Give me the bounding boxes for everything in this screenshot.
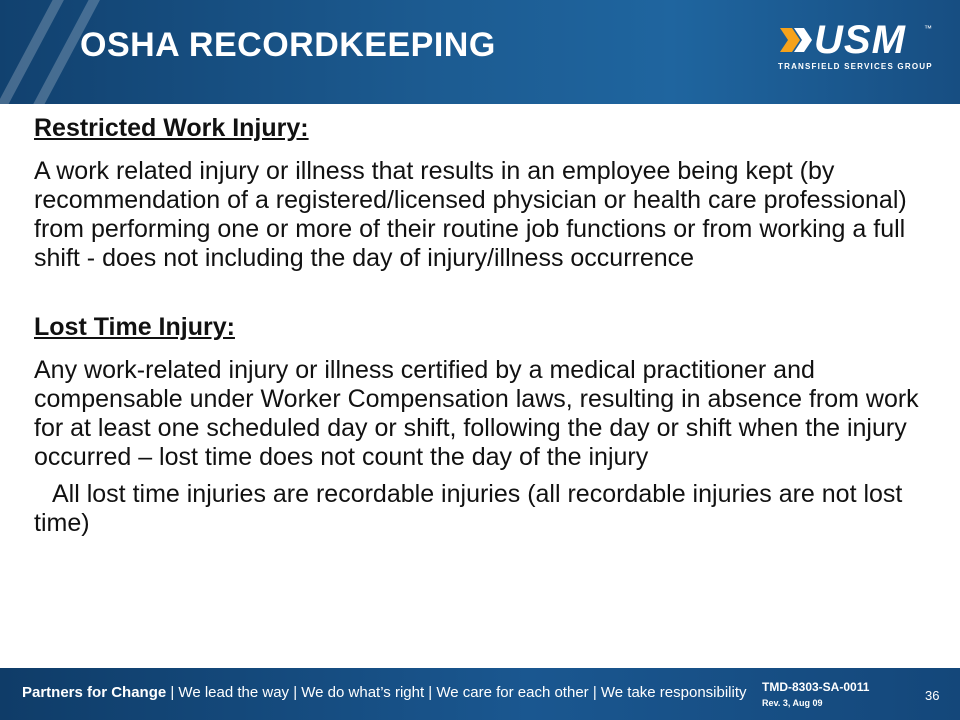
slide-title: OSHA RECORDKEEPING [80,26,496,64]
usm-logo-mark-icon [778,22,814,58]
lost-time-note: All lost time injuries are recordable injuries (all recordable injuries are not lost time) [34,480,903,537]
slide-content [34,114,934,538]
logo-wordmark: USM [814,18,906,62]
restricted-work-definition: A work related injury or illness that results in an employee being kept (by recommendation of a registered/licensed physician or health care professional) from performing one or more of their routine job functions or from working a full shift - does not including the day of injury/illness occurrence [34,157,907,272]
restricted-work-heading: Restricted Work Injury: [34,114,309,142]
footer-tagline [22,684,747,701]
document-revision: Rev. 3, Aug 09 [762,698,823,708]
header-decoration [0,0,69,104]
page-number: 36 [925,688,940,703]
document-id: TMD-8303-SA-0011 [762,680,870,694]
tagline-values: | We lead the way | We do what’s right | We care for each other | We take responsibility [166,684,747,701]
lost-time-heading: Lost Time Injury: [34,313,235,341]
slide-header [0,0,960,104]
tagline-brand: Partners for Change [22,684,167,701]
logo-subtitle: TRANSFIELD SERVICES GROUP [778,62,933,71]
logo-trademark: ™ [924,24,932,33]
lost-time-definition: Any work-related injury or illness certified by a medical practitioner and compensable under Worker Compensation laws, resulting in absence from work for at least one scheduled day or shift, following the day or shift when the injury occurred – lost time does not count the day of the injury [34,356,919,471]
slide-footer [0,668,960,720]
usm-logo [776,18,936,74]
